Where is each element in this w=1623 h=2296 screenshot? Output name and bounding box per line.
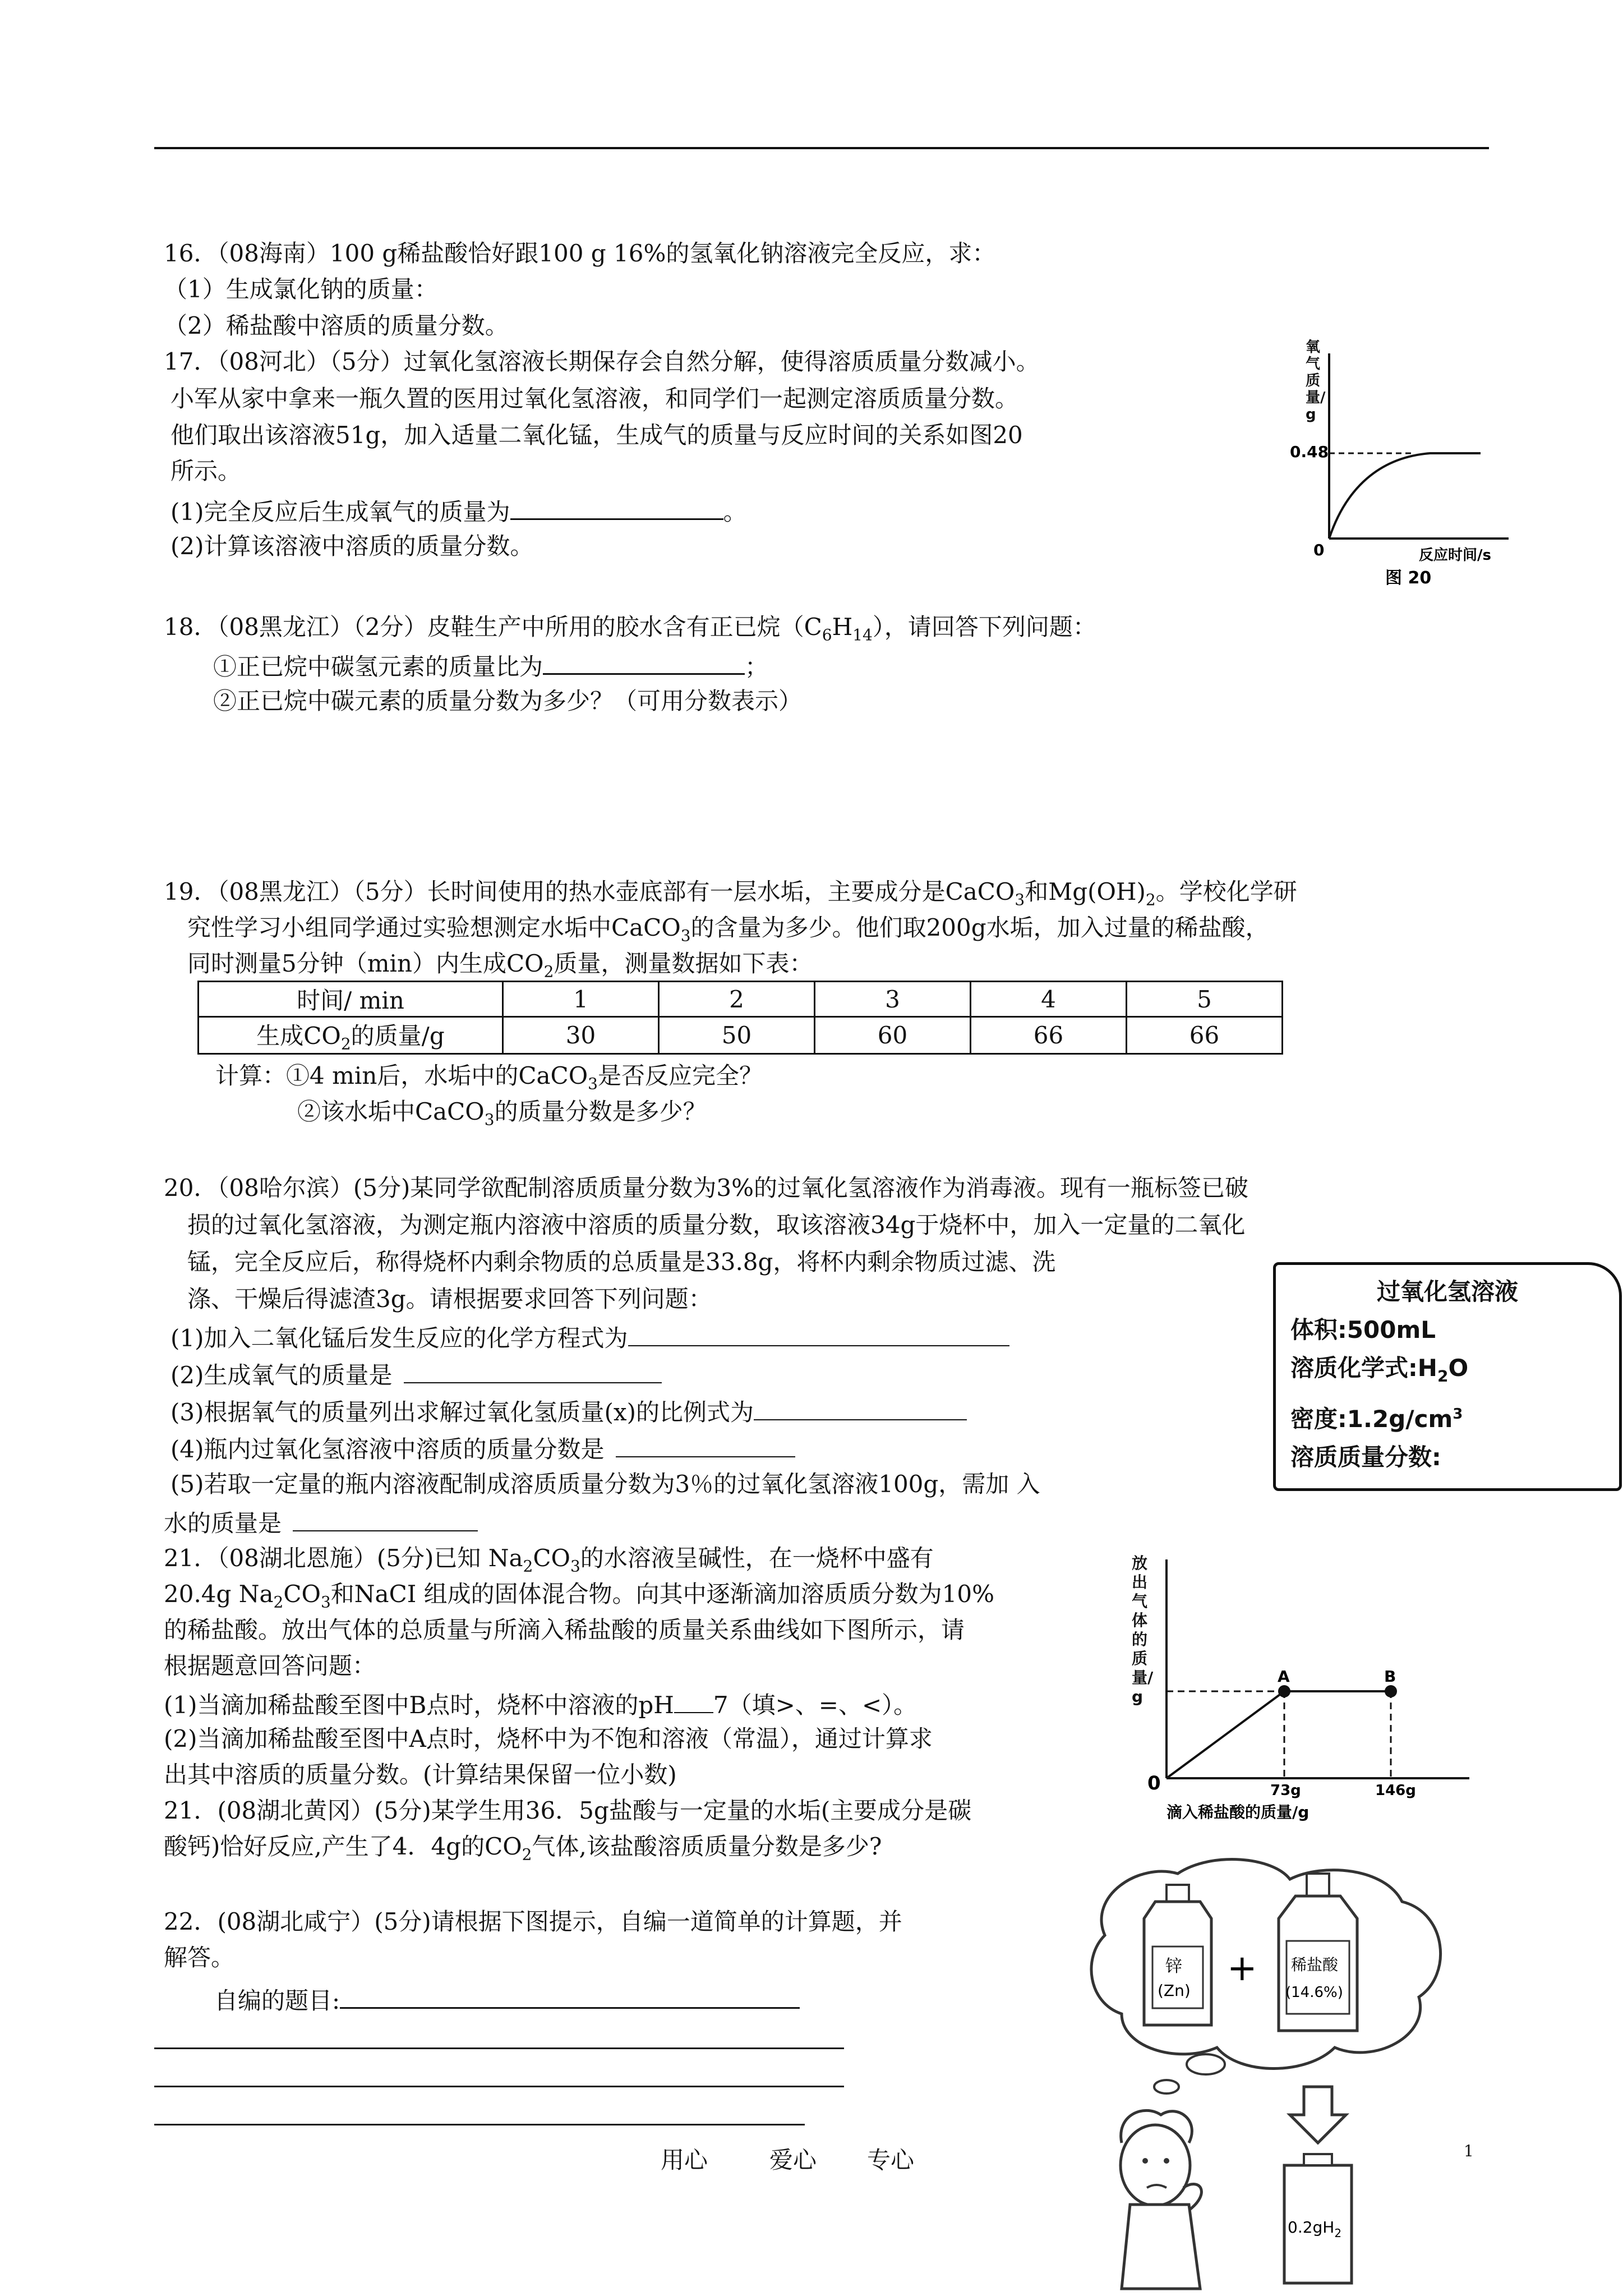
q20-part5: (5)若取一定量的瓶内溶液配制成溶质质量分数为3％的过氧化氢溶液100g，需加 入 — [170, 1470, 1040, 1498]
hydrogen-label: $0.2gH_2$ — [1288, 2218, 1342, 2240]
q21a-part1: (1)当滴加稀盐酸至图中B点时，烧杯中溶液的pH 7（填>、=、<）。 — [164, 1687, 917, 1721]
q18-part1: ①正已烷中碳氢元素的质量比为 ； — [213, 648, 768, 683]
fig21-origin: 0 — [1147, 1772, 1161, 1795]
fig21-x-tick-146: 146g — [1375, 1782, 1416, 1799]
q21a-line1: 21．（08湖北恩施）(5分)已知 $Na_2CO_3$的水溶液呈碱性，在一烧杯中盛有 — [164, 1544, 934, 1576]
table-cell: 66 — [1127, 1017, 1283, 1054]
zinc-label-formula: (Zn) — [1158, 1981, 1191, 2000]
q20-line1: 20．（08哈尔滨）(5分)某同学欲配制溶质质量分数为3%的过氧化氢溶液作为消毒液。现有一瓶标签已破 — [164, 1174, 1249, 1202]
thinking-person-icon — [1121, 2110, 1201, 2289]
q20-blank-1[interactable] — [628, 1320, 1009, 1346]
q19-calc2: ②该水垢中CaCO$_3$的质量分数是多少？ — [297, 1098, 707, 1129]
q20-blank-3[interactable] — [754, 1395, 967, 1420]
header-rule — [154, 147, 1489, 149]
table-cell: 3 — [815, 982, 971, 1017]
label-density: 密度$:1.2g/cm^3$ — [1290, 1405, 1463, 1433]
table-row — [199, 982, 1283, 1017]
table-cell: 66 — [971, 1017, 1127, 1054]
table-row — [199, 1017, 1283, 1054]
q16-stem: 16．（08海南）100 g稀盐酸恰好跟100 g 16%的氢氧化钠溶液完全反应，求： — [164, 240, 996, 267]
q18-part2: ②正已烷中碳元素的质量分数为多少？（可用分数表示） — [213, 687, 803, 715]
acid-label-cn: 稀盐酸 — [1291, 1955, 1339, 1974]
fig21-y-label: 放出气体的质量/g — [1132, 1554, 1154, 1706]
q22-line1: 22．(08湖北咸宁）(5分)请根据下图提示，自编一道简单的计算题，并 — [164, 1908, 902, 1935]
page-number: 1 — [1464, 2142, 1474, 2160]
q21a-line3: 的稀盐酸。放出气体的总质量与所滴入稀盐酸的质量关系曲线如下图所示，请 — [164, 1616, 965, 1644]
q20-blank-2[interactable] — [404, 1358, 662, 1383]
table-header-mass: 生成$CO_2$的质量/g — [199, 1017, 503, 1054]
table-cell: 1 — [503, 982, 659, 1017]
q17-line2: 小军从家中拿来一瓶久置的医用过氧化氢溶液，和同学们一起测定溶质质量分数。 — [170, 385, 1019, 412]
fig20-caption: 图 20 — [1385, 568, 1432, 588]
label-title: 过氧化氢溶液 — [1376, 1278, 1518, 1305]
q22-line2: 解答。 — [164, 1944, 235, 1971]
label-fraction: 溶质质量分数: — [1290, 1443, 1441, 1471]
fig20-x-label: 反应时间/s — [1419, 547, 1491, 564]
q20-line3: 锰，完全反应后，称得烧杯内剩余物质的总质量是33.8g，将杯内剩余物质过滤、洗 — [187, 1248, 1056, 1276]
fig20-y-label: 氧气质量/g — [1306, 339, 1326, 423]
table-cell: 5 — [1127, 982, 1283, 1017]
footer-text-3: 专心 — [867, 2146, 915, 2174]
plus-sign: + — [1227, 1948, 1257, 1989]
q20-line2: 损的过氧化氢溶液，为测定瓶内溶液中溶质的质量分数，取该溶液34g于烧杯中，加入一定量的二氧化 — [187, 1211, 1246, 1239]
q19-data-table — [197, 981, 1283, 1055]
q17-part1-text: (1)完全反应后生成氧气的质量为 — [170, 498, 510, 526]
q21a-part2a: (2)当滴加稀盐酸至图中A点时，烧杯中为不饱和溶液（常温），通过计算求 — [164, 1725, 933, 1752]
figure-22-thought-illustration — [1082, 1851, 1475, 2294]
table-header-time: 时间/ min — [199, 982, 503, 1017]
table-cell: 2 — [659, 982, 815, 1017]
q20-part4: (4)瓶内过氧化氢溶液中溶质的质量分数是 — [170, 1432, 795, 1465]
thought-bubble-smaller — [1154, 2080, 1179, 2093]
q19-line3: 同时测量5分钟（min）内生成$CO_2$质量，测量数据如下表： — [187, 950, 813, 981]
table-cell: 50 — [659, 1017, 815, 1054]
figure-21-gas-chart — [1147, 1554, 1548, 1823]
answer-line[interactable] — [154, 2047, 844, 2049]
q17-answer-blank[interactable] — [510, 494, 723, 520]
answer-line[interactable] — [154, 2086, 844, 2087]
q20-part5b: 水的质量是 — [164, 1506, 478, 1539]
q20-blank-5[interactable] — [293, 1506, 478, 1531]
label-formula: 溶质化学式$:H_2O$ — [1290, 1354, 1469, 1386]
table-cell: 60 — [815, 1017, 971, 1054]
fig20-curve — [1329, 453, 1481, 539]
fig21-rising-line — [1166, 1691, 1284, 1778]
fig21-label-a: A — [1278, 1667, 1290, 1686]
q16-part1: （1）生成氯化钠的质量： — [164, 275, 438, 303]
q20-part1: (1)加入二氧化锰后发生反应的化学方程式为 — [170, 1320, 1009, 1354]
table-cell: 30 — [503, 1017, 659, 1054]
q21a-part2b: 出其中溶质的质量分数。(计算结果保留一位小数) — [164, 1761, 677, 1788]
q21b-line1: 21．(08湖北黄冈）(5分)某学生用36．5g盐酸与一定量的水垢(主要成分是碳 — [164, 1797, 972, 1824]
q21b-line2: 酸钙)恰好反应,产生了4．4g的$CO_2$气体,该盐酸溶质质量分数是多少? — [164, 1833, 882, 1864]
footer-text-1: 用心 — [661, 2146, 708, 2174]
table-cell: 4 — [971, 982, 1127, 1017]
fig21-x-label: 滴入稀盐酸的质量/g — [1166, 1803, 1310, 1821]
fig20-y-value: 0.48 — [1290, 443, 1329, 461]
answer-line[interactable] — [154, 2124, 805, 2125]
fig20-origin: 0 — [1313, 541, 1325, 559]
q21a-line2: 20.4g $Na_2CO_3$和NaCI 组成的固体混合物。向其中逐渐滴加溶质质分数为10% — [164, 1580, 995, 1612]
q19-line2: 究性学习小组同学通过实验想测定水垢中CaCO$_3$的含量为多少。他们取200g水垢，加入过量的稀盐酸， — [187, 914, 1269, 945]
h2o2-bottle-label — [1273, 1262, 1622, 1491]
fig21-x-tick-73: 73g — [1270, 1782, 1301, 1799]
q17-line4: 所示。 — [170, 457, 242, 485]
footer-text-2: 爱心 — [769, 2146, 817, 2174]
q17-part1-end: 。 — [723, 498, 747, 526]
q19-calc1: 计算：①4 min后，水垢中的CaCO$_3$是否反应完全？ — [215, 1062, 763, 1093]
q22-title-blank[interactable] — [340, 1982, 800, 2009]
zinc-label-cn: 锌 — [1165, 1957, 1182, 1976]
q20-line4: 涤、干燥后得滤渣3g。请根据要求回答下列问题： — [187, 1285, 712, 1313]
q17-part1 — [170, 494, 747, 528]
q21a-ph-blank[interactable] — [674, 1687, 713, 1713]
q20-part2: (2)生成氧气的质量是 — [170, 1358, 662, 1391]
q20-blank-4[interactable] — [616, 1432, 795, 1457]
q19-line1: 19．（08黑龙江）（5分）长时间使用的热水壶底部有一层水垢，主要成分是CaCO$_3$和$Mg(OH)_2$。学校化学研 — [164, 878, 1297, 909]
q17-line3: 他们取出该溶液51g，加入适量二氧化锰，生成气的质量与反应时间的关系如图20 — [170, 421, 1023, 449]
thought-bubble-small — [1187, 2054, 1225, 2074]
q18-stem: 18．（08黑龙江）（2分）皮鞋生产中所用的胶水含有正已烷$(C_6H_{14})$，请回答下列问题： — [164, 613, 1096, 645]
fig21-point-a — [1278, 1685, 1290, 1697]
fig21-point-b — [1385, 1685, 1397, 1697]
acid-label-concentration: (14.6%) — [1285, 1984, 1343, 2001]
q22-prompt: 自编的题目: — [214, 1982, 800, 2017]
label-volume: 体积:500mL — [1290, 1316, 1436, 1343]
zinc-bottle-icon — [1144, 1885, 1211, 2025]
q17-line1: 17．（08河北）（5分）过氧化氢溶液长期保存会自然分解，使得溶质质量分数减小。 — [164, 348, 1040, 375]
q17-part2: (2)计算该溶液中溶质的质量分数。 — [170, 532, 534, 560]
q21a-line4: 根据题意回答问题： — [164, 1652, 376, 1680]
q16-part2: （2）稀盐酸中溶质的质量分数。 — [164, 312, 509, 339]
fig21-label-b: B — [1384, 1667, 1396, 1686]
q20-part3: (3)根据氧气的质量列出求解过氧化氢质量(x)的比例式为 — [170, 1395, 967, 1428]
q18-answer-blank[interactable] — [543, 648, 745, 675]
down-arrow-icon — [1290, 2087, 1346, 2143]
